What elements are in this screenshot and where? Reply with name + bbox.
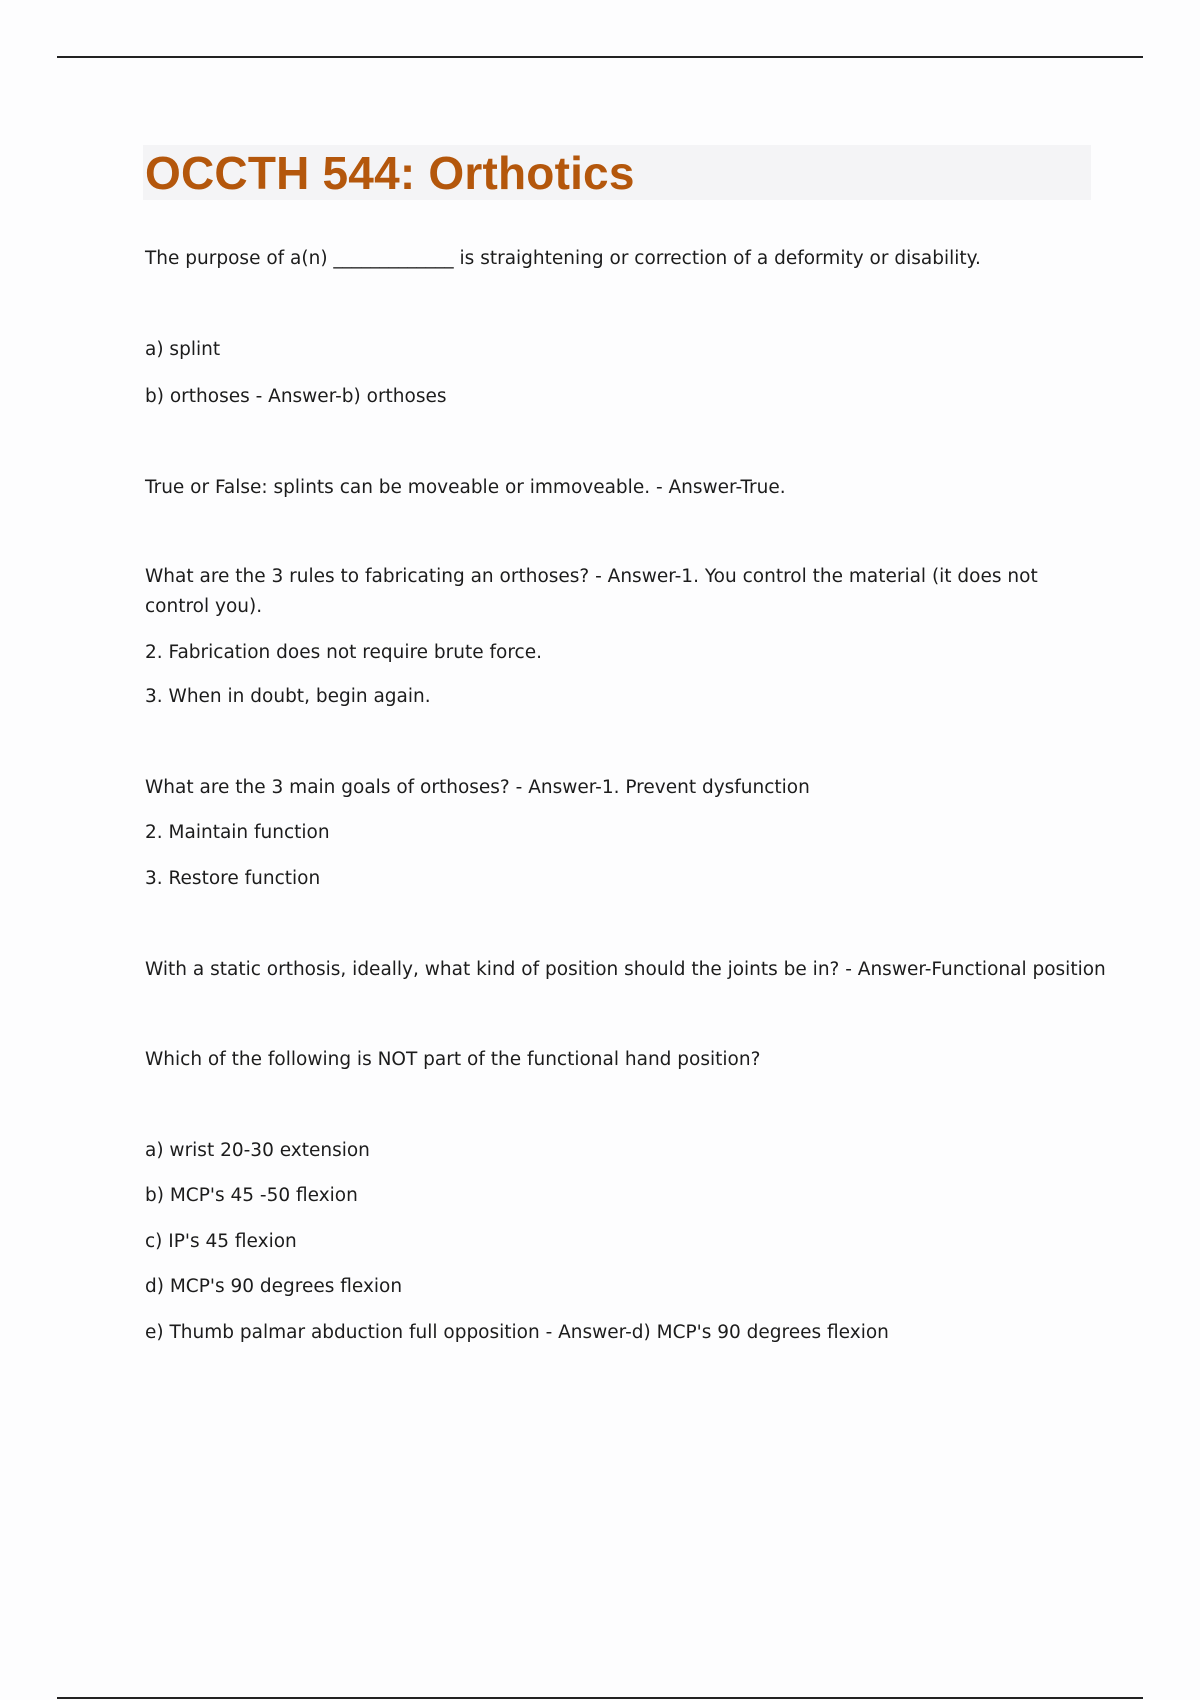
question-6-option-c: c) IP's 45 flexion [145,1231,297,1252]
question-4-goal-3: 3. Restore function [145,868,321,889]
question-6-option-d: d) MCP's 90 degrees flexion [145,1276,403,1297]
question-1-option-a: a) splint [145,339,221,360]
question-5-text: With a static orthosis, ideally, what kind of position should the joints be in? - Answer-Functional position [145,959,1106,980]
question-1-option-b-answer: b) orthoses - Answer-b) orthoses [145,386,447,407]
question-6-option-e-answer: e) Thumb palmar abduction full opposition - Answer-d) MCP's 90 degrees flexion [145,1322,889,1343]
question-1-text: The purpose of a(n) _____________ is straightening or correction of a deformity or disability. [145,248,981,269]
question-3-rule-3: 3. When in doubt, begin again. [145,686,431,707]
question-3-rule-2: 2. Fabrication does not require brute force. [145,642,542,663]
top-rule [57,56,1143,58]
question-3-text: What are the 3 rules to fabricating an orthoses? - Answer-1. You control the material (it does not control you). [145,566,1038,617]
question-4-text: What are the 3 main goals of orthoses? - Answer-1. Prevent dysfunction [145,777,810,798]
bottom-rule [57,1697,1143,1699]
question-6-option-b: b) MCP's 45 -50 flexion [145,1185,358,1206]
question-4-goal-2: 2. Maintain function [145,822,330,843]
question-6-text: Which of the following is NOT part of the functional hand position? [145,1049,761,1070]
question-2-text: True or False: splints can be moveable or immoveable. - Answer-True. [145,477,786,498]
question-6-option-a: a) wrist 20-30 extension [145,1140,370,1161]
document-title: OCCTH 544: Orthotics [145,147,635,199]
